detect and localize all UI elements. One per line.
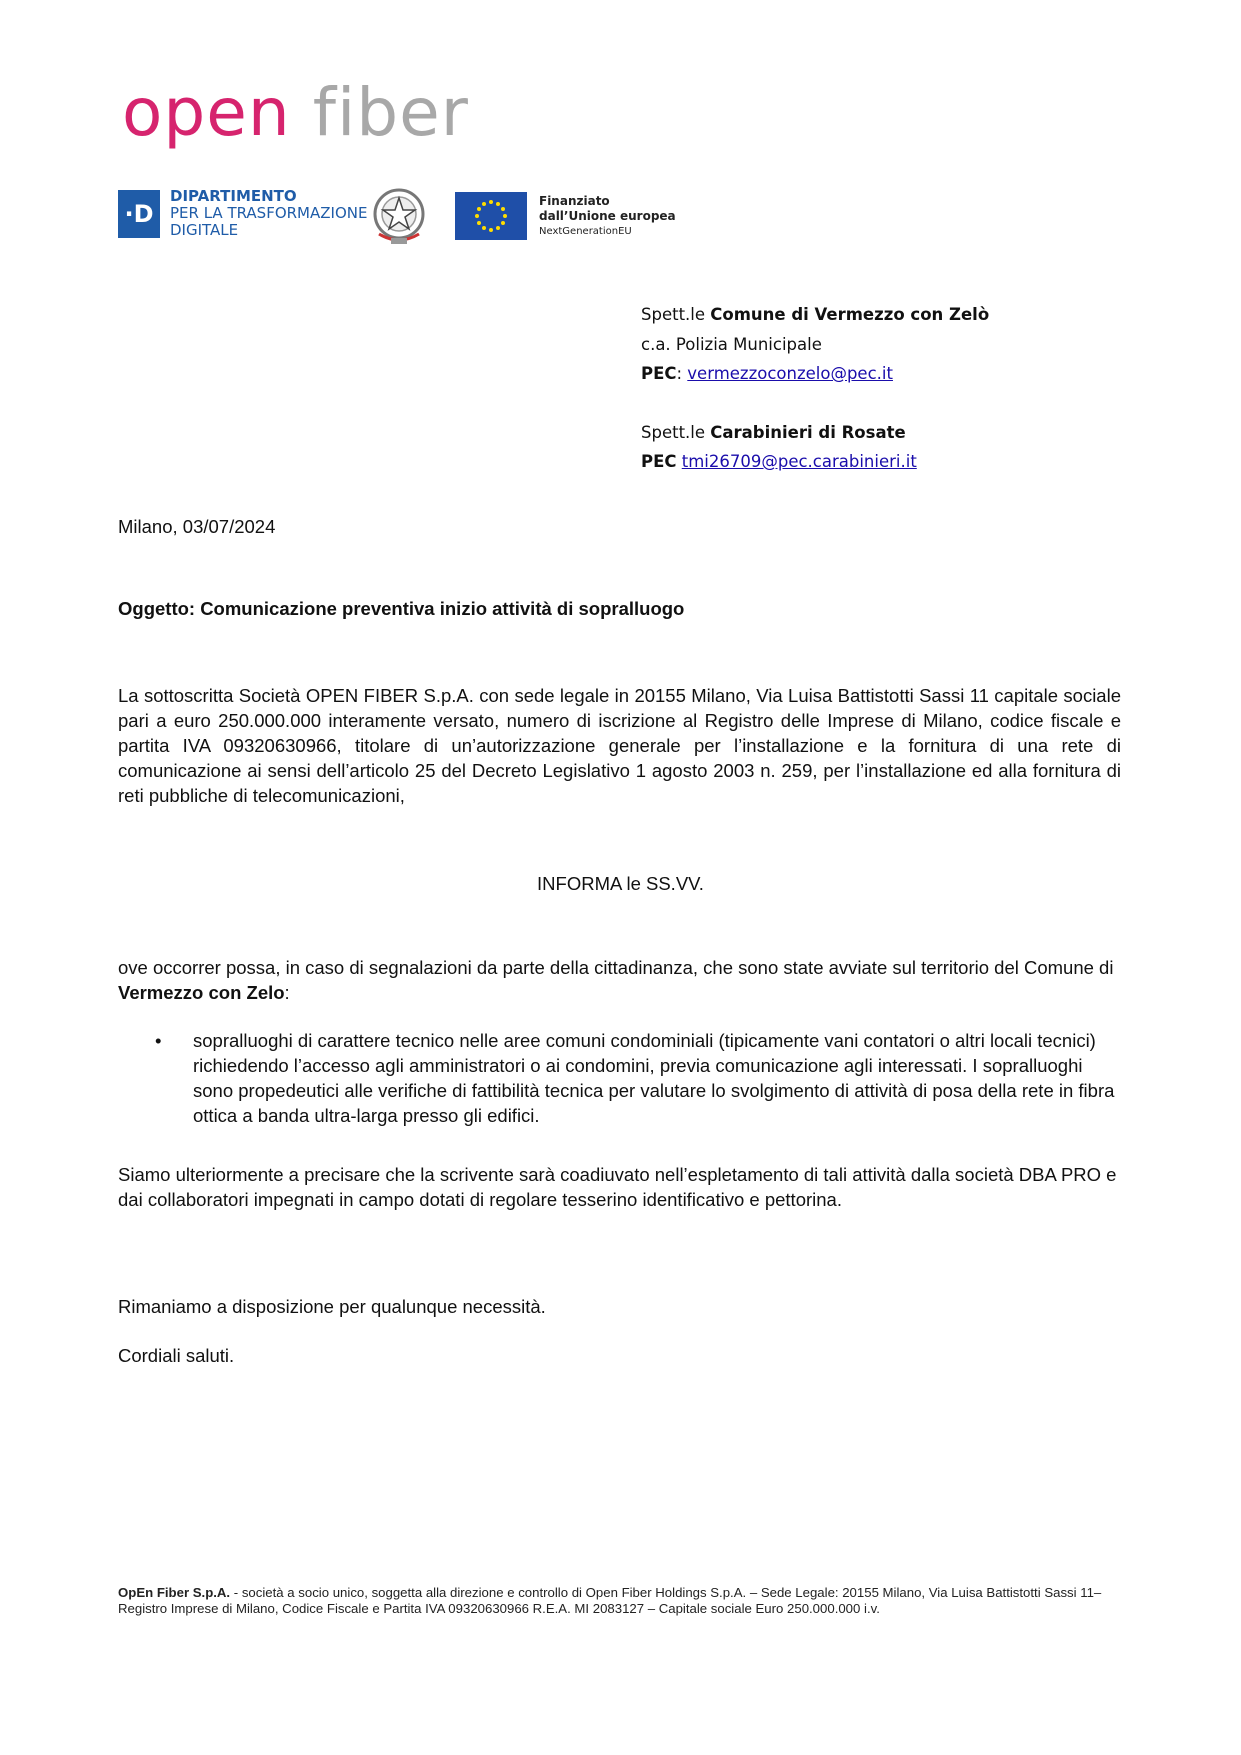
recipient2-name: Carabinieri di Rosate bbox=[710, 422, 906, 442]
recipient1-pec-link[interactable]: vermezzoconzelo@pec.it bbox=[687, 364, 893, 383]
recipient2-prefix: Spett.le bbox=[641, 422, 711, 442]
recipient1-pec-sep: : bbox=[676, 364, 688, 383]
logo-fiber-text: fiber bbox=[312, 74, 469, 151]
dtd-line2: PER LA TRASFORMAZIONE bbox=[170, 204, 368, 222]
recipient1-line bbox=[641, 300, 989, 330]
paragraph-intro: La sottoscritta Società OPEN FIBER S.p.A. con sede legale in 20155 Milano, Via Luisa Battistotti Sassi 11 capitale sociale pari a euro 250.000.000 interamente versato, numero di iscrizione al Registro delle Imprese di Milano, codice fiscale e partita IVA 09320630966, titolare di un’autorizzazione generale per l’installazione e la fornitura di una rete di comunicazione ai sensi dell’articolo 25 del Decreto Legislativo 1 agosto 2003 n. 259, per l’installazione ed alla fornitura di reti pubbliche di telecomunicazioni, bbox=[118, 685, 1121, 806]
closing-availability: Rimaniamo a disposizione per qualunque necessità. bbox=[118, 1296, 546, 1317]
dtd-mark: ·D bbox=[118, 190, 160, 238]
recipient1-pec-line bbox=[641, 359, 989, 389]
letter-date: Milano, 03/07/2024 bbox=[118, 516, 276, 537]
open-fiber-logo bbox=[122, 74, 469, 151]
eu-line1: Finanziato bbox=[539, 193, 610, 208]
bullet-icon: • bbox=[155, 1030, 162, 1051]
dipartimento-logo bbox=[118, 188, 367, 239]
eu-flag-icon bbox=[455, 192, 527, 240]
eu-line3: NextGenerationEU bbox=[539, 225, 632, 237]
paragraph-territory bbox=[118, 955, 1121, 1005]
recipient1-pec-label: PEC bbox=[641, 364, 677, 383]
letter-subject: Oggetto: Comunicazione preventiva inizio attività di sopralluogo bbox=[118, 598, 685, 619]
recipient2-pec-label: PEC bbox=[641, 452, 677, 471]
bullet-text: sopralluoghi di carattere tecnico nelle aree comuni condominiali (tipicamente vani contatori o altri locali tecnici) richiedendo l’accesso agli amministratori o ai condomini, previa comunicazione agli interessati. I sopralluoghi sono propedeutici alle verifiche di fattibilità tecnica per valutare lo svolgimento di attività di posa della rete in fibra ottica a banda ultra-larga presso gli edifici. bbox=[193, 1030, 1115, 1126]
informa-heading: INFORMA le SS.VV. bbox=[537, 873, 704, 894]
eu-line2: dall’Unione europea bbox=[539, 208, 676, 223]
eu-funding-logo bbox=[455, 192, 676, 240]
eu-text bbox=[539, 194, 676, 239]
recipients-block bbox=[641, 300, 989, 477]
italian-emblem-icon bbox=[369, 184, 429, 253]
page-footer bbox=[118, 1585, 1121, 1616]
recipient1-attn: c.a. Polizia Municipale bbox=[641, 334, 822, 354]
recipient2-pec-line bbox=[641, 447, 989, 477]
recipient1-name: Comune di Vermezzo con Zelò bbox=[710, 305, 990, 324]
paragraph-collaborators: Siamo ulteriormente a precisare che la scrivente sarà coadiuvato nell’espletamento di tali attività dalla società DBA PRO e dai collaboratori impegnati in campo dotati di regolare tesserino identificativo e pettorina. bbox=[118, 1164, 1117, 1210]
dtd-text bbox=[170, 188, 367, 239]
recipient2-pec-link[interactable]: tmi26709@pec.carabinieri.it bbox=[681, 452, 917, 471]
municipality-name: Vermezzo con Zelo bbox=[118, 982, 285, 1003]
recipient1-prefix: Spett.le bbox=[641, 305, 711, 324]
footer-company: OpEn Fiber S.p.A. bbox=[118, 1585, 231, 1600]
recipient2-line bbox=[641, 418, 989, 448]
closing-salutation: Cordiali saluti. bbox=[118, 1345, 235, 1366]
logo-open-text: open bbox=[122, 74, 291, 151]
dtd-line3: DIGITALE bbox=[170, 221, 239, 239]
paragraph-territory-text: ove occorrer possa, in caso di segnalazioni da parte della cittadinanza, che sono state avviate sul territorio del Comune di bbox=[118, 957, 1114, 978]
footer-text: - società a socio unico, soggetta alla direzione e controllo di Open Fiber Holdings S.p.A. – Sede Legale: 20155 Milano, Via Luisa Battistotti Sassi 11– Registro Imprese di Milano, Codice Fiscale e Partita IVA 09320630966 R.E.A. MI 2083127 – Capitale sociale Euro 250.000.000 i.v. bbox=[118, 1585, 1102, 1616]
dtd-line1: DIPARTIMENTO bbox=[170, 187, 297, 205]
paragraph-territory-end: : bbox=[284, 982, 290, 1003]
